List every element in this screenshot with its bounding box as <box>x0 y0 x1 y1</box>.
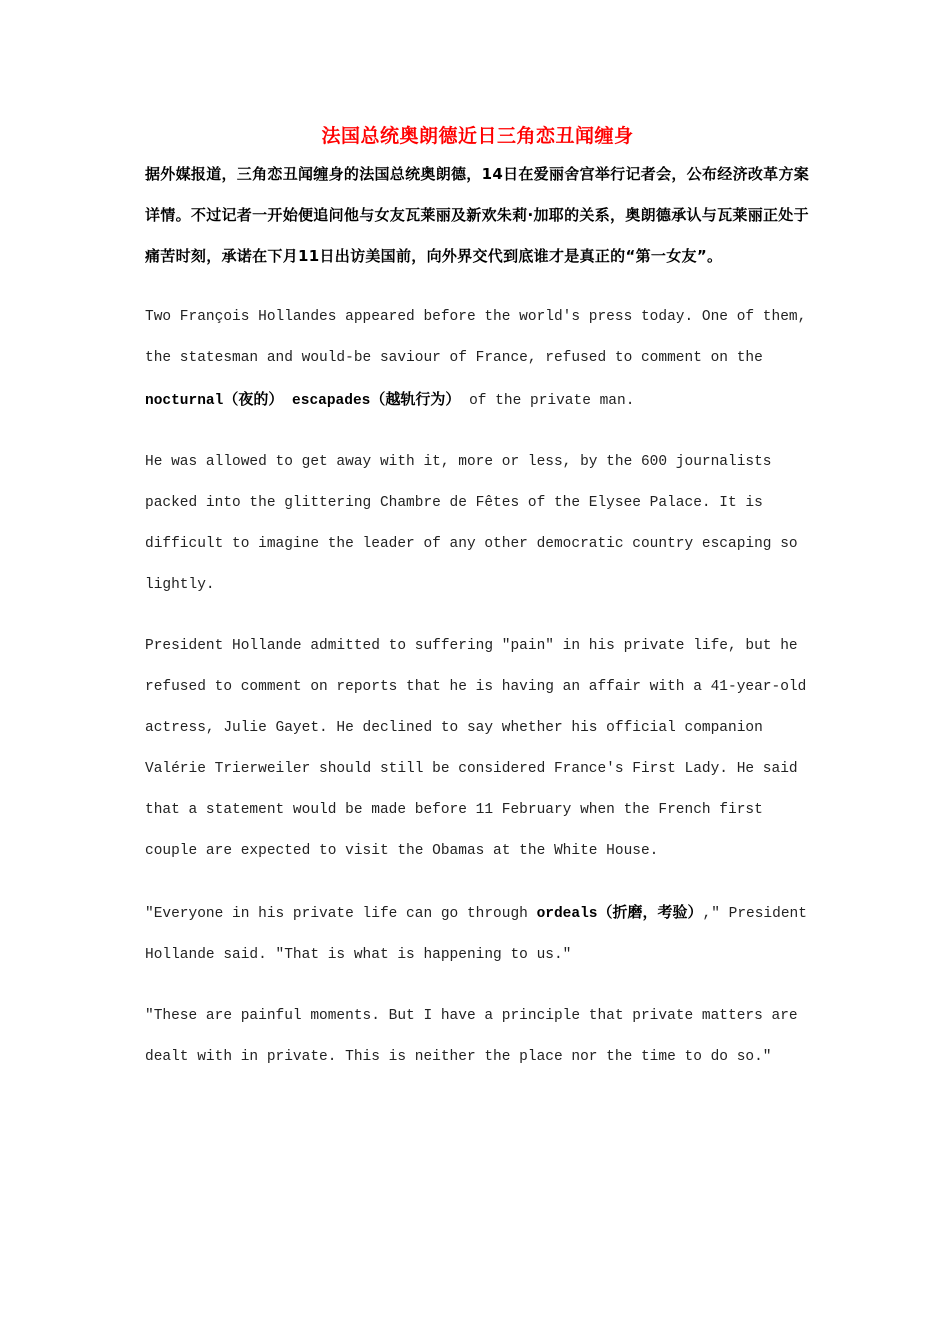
paragraph-4-text-before: "Everyone in his private life can go through <box>145 906 537 922</box>
paragraph-1-text-after: of the private man. <box>460 393 635 409</box>
paragraph-2: He was allowed to get away with it, more or less, by the 600 journalists packed into the glittering Chambre de Fêtes of the Elysee Palace. It is difficult to imagine the leader of any other democratic country escaping so lightly. <box>145 454 798 593</box>
vocab-gloss-nocturnal: （夜的） <box>223 390 284 408</box>
vocab-term-escapades: escapades <box>283 393 371 409</box>
paragraph-5: "These are painful moments. But I have a principle that private matters are dealt with in private. This is neither the place nor the time to do so." <box>145 1008 798 1065</box>
paragraph-1-text-before: Two François Hollandes appeared before the world's press today. One of them, the statesman and would-be saviour of France, refused to comment on the <box>145 309 807 366</box>
vocab-term-nocturnal: nocturnal <box>145 393 224 409</box>
paragraph-3: President Hollande admitted to suffering "pain" in his private life, but he refused to comment on reports that he is having an affair with a 41-year-old actress, Julie Gayet. He declined to say whether his official companion Valérie Trierweiler should still be considered France's First Lady. He said that a statement would be made before 11 February when the French first couple are expected to visit the Obamas at the White House. <box>145 638 807 859</box>
paragraph-4-text-after: ," President Hollande said. "That is what is happening to us." <box>145 906 807 963</box>
vocab-gloss-ordeals: （折磨，考验） <box>597 903 703 921</box>
vocab-gloss-escapades: （越轨行为） <box>370 390 461 408</box>
paragraph-4 <box>145 892 810 976</box>
article-title: 法国总统奥朗德近日三角恋丑闻缠身 <box>321 125 634 147</box>
document-page <box>145 118 810 1078</box>
chinese-intro-paragraph: 据外媒报道，三角恋丑闻缠身的法国总统奥朗德，14日在爱丽舍宫举行记者会，公布经济改革方案详情。不过记者一开始便追问他与女友瓦莱丽及新欢朱莉·加耶的关系，奥朗德承认与瓦莱丽正处于痛苦时刻，承诺在下月11日出访美国前，向外界交代到底谁才是真正的“第一女友”。 <box>145 165 810 265</box>
paragraph-1 <box>145 297 810 422</box>
vocab-term-ordeals: ordeals <box>536 906 598 922</box>
